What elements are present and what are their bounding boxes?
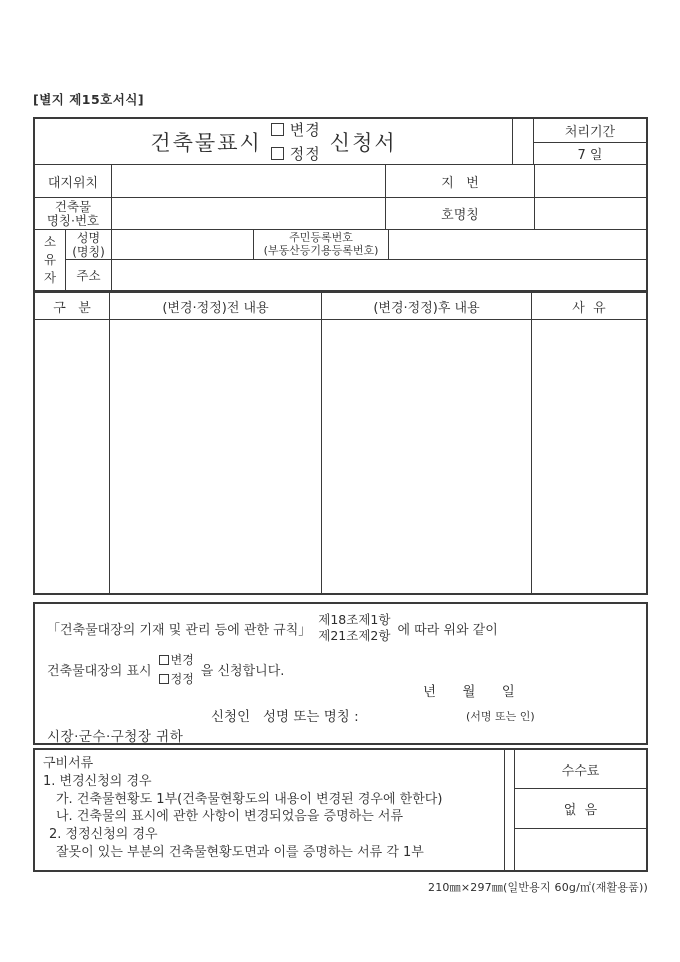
date-line xyxy=(423,680,515,700)
owner-name-label-line2: (명칭) xyxy=(72,244,105,259)
documents-line-1: 1. 변경신청의 경우 xyxy=(43,773,152,789)
unit-name-label: 호명칭 xyxy=(386,198,535,229)
owner-name-field[interactable] xyxy=(112,230,254,259)
lot-number-field[interactable] xyxy=(535,165,646,197)
fee-value: 없 음 xyxy=(515,789,646,829)
article-2-text: 제21조제2항 xyxy=(318,628,391,643)
declaration-rule-line xyxy=(47,612,498,644)
owner-name-row xyxy=(66,230,646,260)
building-name-row xyxy=(35,198,646,230)
required-documents xyxy=(35,750,505,870)
column-reason: 사 유 xyxy=(572,300,606,316)
processing-period-value: 7 일 xyxy=(577,148,603,163)
subject-text: 건축물대장의 표시 xyxy=(47,663,152,679)
change-checkbox[interactable] xyxy=(271,123,284,136)
reason-field[interactable] xyxy=(532,320,646,593)
processing-period-box xyxy=(533,119,646,164)
after-content-field[interactable] xyxy=(322,320,532,593)
change-table-header xyxy=(35,293,646,320)
owner-label-char1: 소 xyxy=(43,234,57,249)
documents-line-4: 2. 정정신청의 경우 xyxy=(49,827,158,843)
declaration-checkbox-group xyxy=(159,651,194,687)
processing-period-label: 처리기간 xyxy=(534,119,646,143)
change-table-body xyxy=(35,320,646,593)
recipient-label: 시장·군수·구청장 귀하 xyxy=(47,729,184,745)
owner-address-row xyxy=(66,260,646,290)
title-spacer-cell xyxy=(513,119,533,164)
resident-number-field[interactable] xyxy=(389,230,646,259)
owner-label-char2: 유 xyxy=(43,252,57,267)
apply-text: 을 신청합니다. xyxy=(200,663,285,679)
documents-line-3: 나. 건축물의 표시에 관한 사항이 변경되었음을 증명하는 서류 xyxy=(56,809,404,825)
form-title xyxy=(35,119,513,164)
title-suffix: 신청서 xyxy=(329,130,397,155)
owner-name-label-line1: 성명 xyxy=(76,230,101,245)
declaration-correction-label: 정정 xyxy=(170,672,194,686)
documents-line-5: 잘못이 있는 부분의 건축물현황도면과 이를 증명하는 서류 각 1부 xyxy=(56,844,424,860)
correction-checkbox[interactable] xyxy=(271,147,284,160)
change-table xyxy=(35,290,646,593)
owner-label-char3: 자 xyxy=(43,270,57,285)
site-location-label: 대지위치 xyxy=(35,165,112,197)
site-location-field[interactable] xyxy=(112,165,386,197)
column-after: (변경·정정)후 내용 xyxy=(322,293,532,319)
owner-label xyxy=(35,230,66,290)
unit-name-field[interactable] xyxy=(535,198,646,229)
building-name-label-line2: 명칭·번호 xyxy=(46,212,100,228)
declaration-change-checkbox[interactable] xyxy=(159,655,169,665)
category-field[interactable] xyxy=(35,320,110,593)
change-checkbox-label: 변경 xyxy=(289,121,321,139)
applicant-name-label: 신청인 성명 또는 명칭 : xyxy=(211,709,359,725)
documents-title: 구비서류 xyxy=(43,756,94,771)
resident-number-label-line1: 주민등록번호 xyxy=(289,231,353,244)
form-code-label: [별지 제15호서식] xyxy=(33,92,145,107)
declaration-apply-line xyxy=(47,651,284,687)
date-day-label: 일 xyxy=(501,684,515,700)
correction-checkbox-label: 정정 xyxy=(289,145,321,163)
resident-number-label xyxy=(254,230,389,259)
title-checkbox-group xyxy=(271,119,321,164)
owner-name-label xyxy=(66,230,112,259)
date-month-label: 월 xyxy=(462,684,476,700)
main-form-box xyxy=(33,117,648,595)
building-name-label xyxy=(35,198,112,229)
signature-label: (서명 또는 인) xyxy=(466,710,535,723)
title-row xyxy=(35,119,646,165)
documents-fee-box xyxy=(33,748,648,872)
before-content-field[interactable] xyxy=(110,320,322,593)
fee-area xyxy=(505,750,646,870)
article-stack xyxy=(318,612,390,644)
resident-number-label-line2: (부동산등기용등록번호) xyxy=(263,243,379,257)
fee-label: 수수료 xyxy=(515,750,646,789)
fee-spacer-cell xyxy=(505,750,514,870)
owner-section xyxy=(35,230,646,290)
declaration-change-label: 변경 xyxy=(170,653,194,667)
column-category: 구 분 xyxy=(35,293,110,319)
building-name-label-line1: 건축물 xyxy=(54,198,92,214)
rule-title-text: 「건축물대장의 기재 및 관리 등에 관한 규칙」 xyxy=(47,622,312,638)
owner-address-label: 주소 xyxy=(66,260,112,290)
article-1-text: 제18조제1항 xyxy=(318,612,391,627)
documents-line-2: 가. 건축물현황도 1부(건축물현황도의 내용이 변경된 경우에 한한다) xyxy=(56,791,443,807)
declaration-box xyxy=(33,602,648,745)
site-location-row xyxy=(35,165,646,198)
fee-empty-cell xyxy=(515,829,646,870)
paper-spec-footer: 210㎜×297㎜(일반용지 60g/㎡(재활용품)) xyxy=(428,881,648,894)
building-name-field[interactable] xyxy=(112,198,386,229)
owner-address-field[interactable] xyxy=(112,260,646,290)
declaration-correction-checkbox[interactable] xyxy=(159,674,169,684)
column-before: (변경·정정)전 내용 xyxy=(110,293,322,319)
fee-box xyxy=(514,750,646,870)
date-year-label: 년 xyxy=(423,684,437,700)
lot-number-label: 지 번 xyxy=(386,165,535,197)
according-text: 에 따라 위와 같이 xyxy=(397,622,498,638)
title-prefix: 건축물표시 xyxy=(150,130,262,155)
